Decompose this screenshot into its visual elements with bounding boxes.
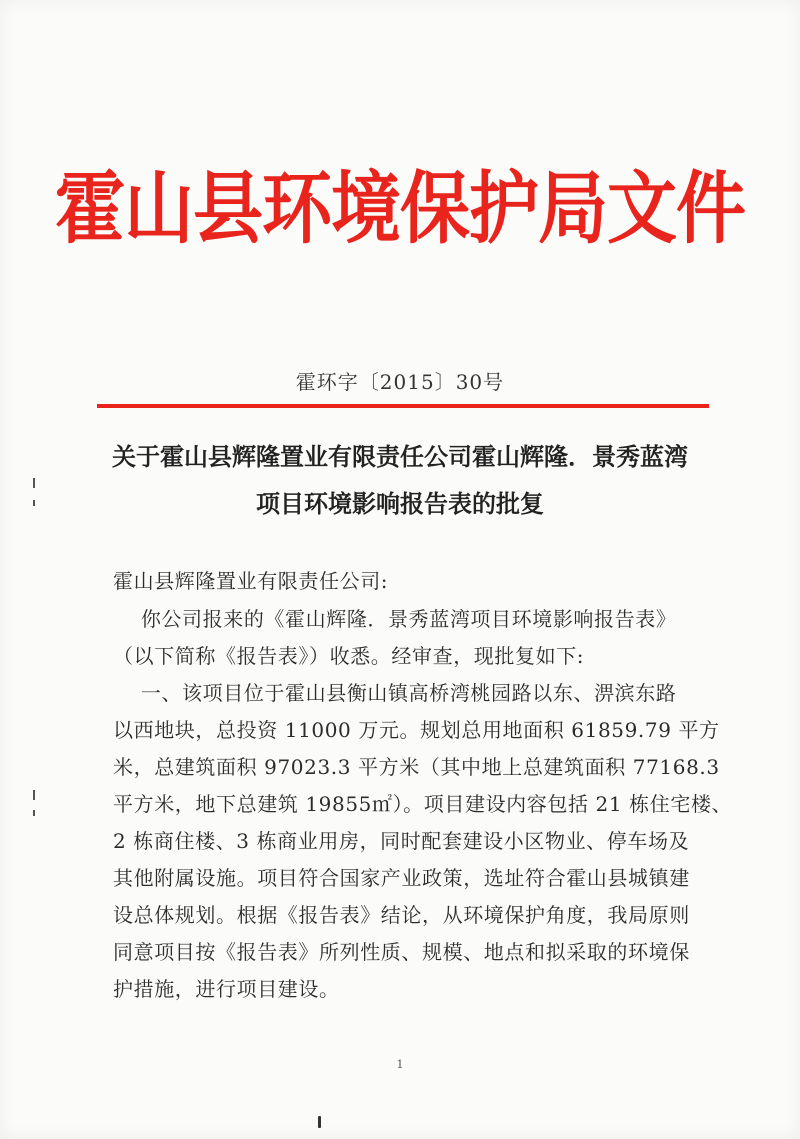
salutation: 霍山县辉隆置业有限责任公司: xyxy=(113,569,389,593)
body-line: 2 栋商住楼、3 栋商业用房，同时配套建设小区物业、停车场及 xyxy=(113,829,690,853)
red-divider-rule xyxy=(97,404,709,408)
binding-mark xyxy=(33,790,35,800)
binding-mark xyxy=(33,810,35,816)
document-title-line-2: 项目环境影响报告表的批复 xyxy=(256,490,544,518)
binding-mark xyxy=(33,478,35,488)
body-line: 设总体规划。根据《报告表》结论，从环境保护角度，我局原则 xyxy=(113,903,690,927)
body-line: 护措施，进行项目建设。 xyxy=(113,977,340,1001)
page-number: 1 xyxy=(396,1058,404,1071)
document-title-line-1: 关于霍山县辉隆置业有限责任公司霍山辉隆．景秀蓝湾 xyxy=(112,443,688,471)
body-line: 你公司报来的《霍山辉隆．景秀蓝湾项目环境影响报告表》 xyxy=(113,607,677,631)
body-line: 米，总建筑面积 97023.3 平方米（其中地上总建筑面积 77168.3 xyxy=(113,755,720,779)
body-line: 以西地块，总投资 11000 万元。规划总用地面积 61859.79 平方 xyxy=(113,718,720,742)
body-line: 其他附属设施。项目符合国家产业政策，选址符合霍山县城镇建 xyxy=(113,866,690,890)
scan-mark xyxy=(318,1116,321,1128)
body-line: 一、该项目位于霍山县衡山镇高桥湾桃园路以东、淠滨东路 xyxy=(113,681,677,705)
body-line: 平方米，地下总建筑 19855㎡）。项目建设内容包括 21 栋住宅楼、 xyxy=(113,792,733,816)
document-masthead: 霍山县环境保护局文件 xyxy=(55,162,745,255)
body-line: （以下简称《报告表》）收悉。经审查，现批复如下: xyxy=(113,644,585,668)
body-line: 同意项目按《报告表》所列性质、规模、地点和拟采取的环境保 xyxy=(113,940,690,964)
document-number: 霍环字〔2015〕30号 xyxy=(295,370,505,394)
binding-mark xyxy=(33,500,35,506)
